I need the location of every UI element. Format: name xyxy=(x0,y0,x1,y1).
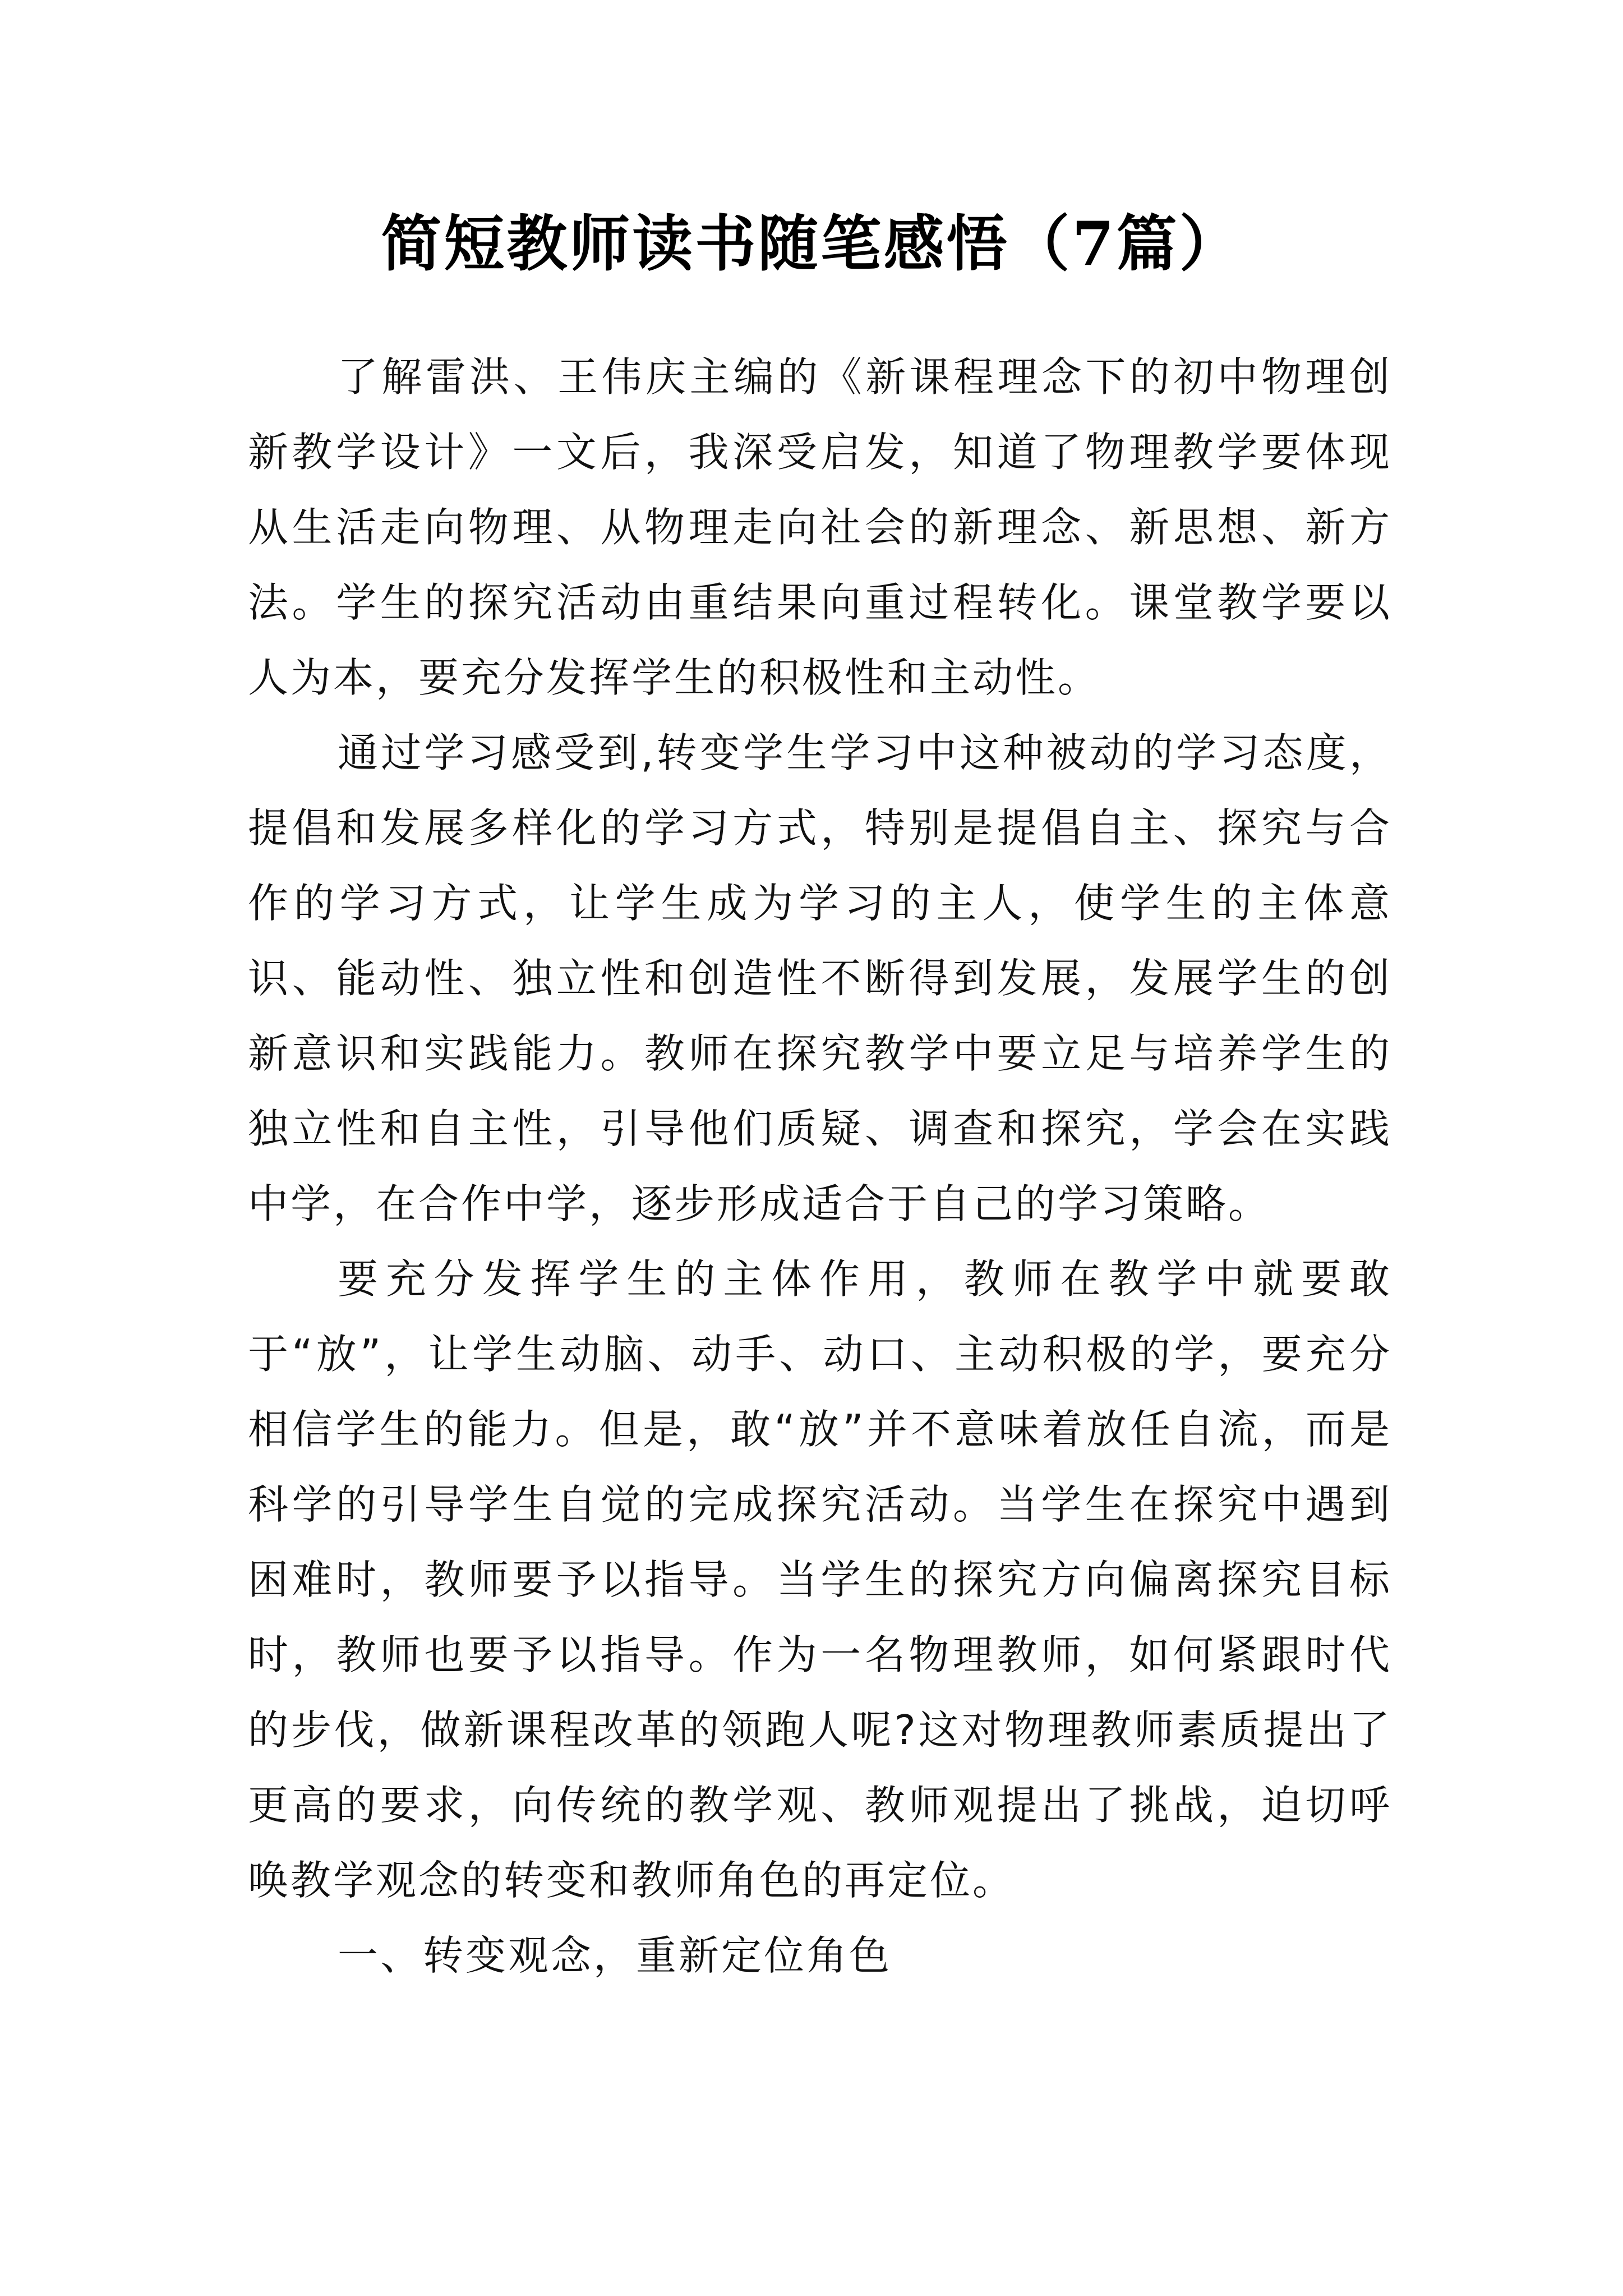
paragraph-2: 通过学习感受到,转变学生学习中这种被动的学习态度，提倡和发展多样化的学习方式，特别是提倡自主、探究与合作的学习方式，让学生成为学习的主人，使学生的主体意识、能动性、独立性和创造性不断得到发展，发展学生的创新意识和实践能力。教师在探究教学中要立足与培养学生的独立性和自主性，引导他们质疑、调查和探究，学会在实践中学，在合作中学，逐步形成适合于自己的学习策略。 xyxy=(248,729,1392,1227)
paragraph-1: 了解雷洪、王伟庆主编的《新课程理念下的初中物理创新教学设计》一文后，我深受启发，知道了物理教学要体现从生活走向物理、从物理走向社会的新理念、新思想、新方法。学生的探究活动由重结果向重过程转化。课堂教学要以人为本，要充分发挥学生的积极性和主动性。 xyxy=(248,353,1392,701)
section-heading: 一、转变观念，重新定位角色 xyxy=(338,1932,892,1979)
document-title: 简短教师读书随笔感悟（7篇） xyxy=(381,209,1242,279)
document-body xyxy=(248,339,1392,1993)
paragraph-3: 要充分发挥学生的主体作用，教师在教学中就要敢于“放”，让学生动脑、动手、动口、主动积极的学，要充分相信学生的能力。但是，敢“放”并不意味着放任自流，而是科学的引导学生自觉的完成探究活动。当学生在探究中遇到困难时，教师要予以指导。当学生的探究方向偏离探究目标时，教师也要予以指导。作为一名物理教师，如何紧跟时代的步伐，做新课程改革的领跑人呢?这对物理教师素质提出了更高的要求，向传统的教学观、教师观提出了挑战，迫切呼唤教学观念的转变和教师角色的再定位。 xyxy=(248,1255,1392,1904)
